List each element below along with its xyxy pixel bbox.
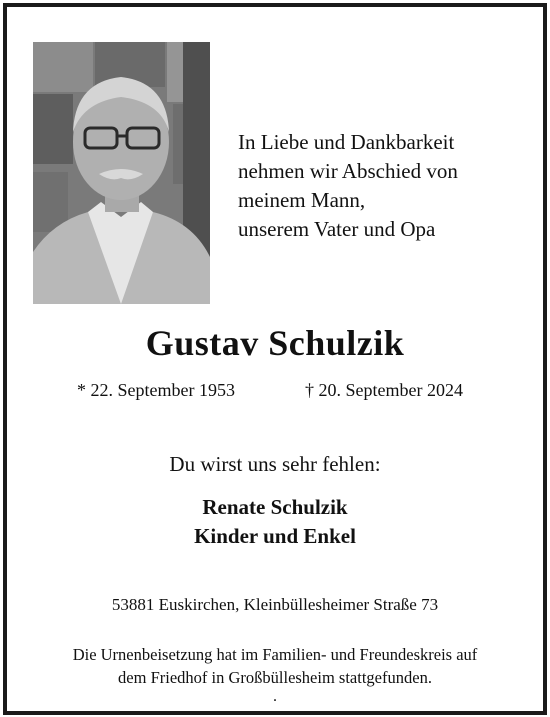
closing-line: Du wirst uns sehr fehlen: [169, 452, 381, 476]
signers [0, 493, 550, 551]
portrait-illustration [33, 42, 210, 304]
signer-name: Kinder und Enkel [194, 524, 356, 548]
death-date: † 20. September 2024 [305, 380, 463, 400]
portrait-photo [33, 42, 210, 304]
notice-line: Die Urnenbeisetzung hat im Familien- und Freundeskreis auf [72, 645, 478, 664]
address: 53881 Euskirchen, Kleinbüllesheimer Straße 73 [111, 595, 439, 614]
notice-line: dem Friedhof in Großbüllesheim stattgefunden. [118, 668, 432, 687]
birth-date: * 22. September 1953 [77, 380, 235, 400]
intro-line: unserem Vater und Opa [238, 217, 436, 241]
intro-text [238, 128, 528, 244]
end-mark: . [273, 688, 277, 705]
intro-line: In Liebe und Dankbarkeit [238, 130, 455, 154]
deceased-name: Gustav Schulzik [145, 323, 405, 363]
signer-name: Renate Schulzik [202, 495, 348, 519]
burial-notice [0, 643, 550, 689]
intro-line: meinem Mann, [238, 188, 366, 212]
intro-line: nehmen wir Abschied von [238, 159, 458, 183]
